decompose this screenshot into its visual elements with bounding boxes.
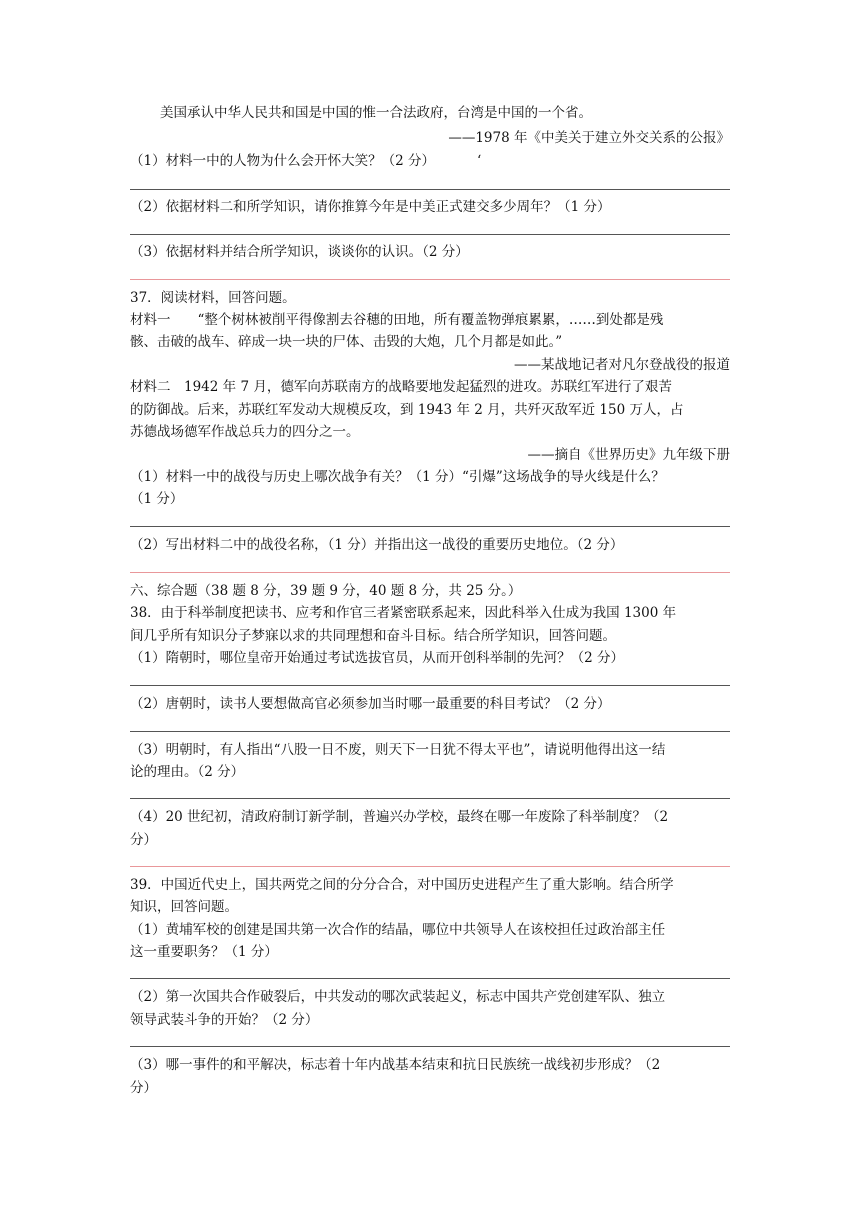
text-line: （1）材料一中的人物为什么会开怀大笑？（2 分）: [130, 153, 435, 169]
text-line: 六、综合题（38 题 8 分，39 题 9 分，40 题 8 分，共 25 分。）: [130, 583, 522, 599]
text-line: 分）: [130, 832, 157, 848]
text-line: （3）明朝时，有人指出“八股一日不废，则天下一日犹不得太平也”，请说明他得出这一结: [130, 742, 666, 758]
text-line: （1）材料一中的战役与历史上哪次战争有关？（1 分）“引爆”这场战争的导火线是什么？: [130, 469, 665, 485]
text-line: 论的理由。（2 分）: [130, 764, 245, 780]
text-line: 分）: [130, 1080, 157, 1096]
text-line: （4）20 世纪初，清政府制订新学制，普遍兴办学校，最终在哪一年废除了科举制度？（2: [130, 809, 669, 825]
text-line: （2）依据材料二和所学知识，请你推算今年是中美正式建交多少周年？（1 分）: [130, 199, 611, 215]
section-divider: [130, 279, 730, 280]
text-line: ——摘自《世界历史》九年级下册: [527, 447, 730, 463]
answer-line: [130, 189, 730, 190]
text-line: （2）写出材料二中的战役名称，（1 分）并指出这一战役的重要历史地位。（2 分）: [130, 537, 624, 553]
text-line: ‘: [477, 153, 482, 169]
text-line: 材料一 “整个树林被削平得像割去谷穗的田地，所有覆盖物弹痕累累，……到处都是残: [130, 312, 664, 328]
text-line: 苏德战场德军作战总兵力的四分之一。: [130, 424, 360, 440]
answer-line: [130, 234, 730, 235]
answer-line: [130, 978, 730, 979]
text-line: 知识，回答问题。: [130, 899, 238, 915]
text-line: ——某战地记者对凡尔登战役的报道: [514, 357, 730, 373]
answer-line: [130, 685, 730, 686]
answer-line: [130, 526, 730, 527]
text-line: 的防御战。后来，苏联红军发动大规模反攻，到 1943 年 2 月，共歼灭敌军近 150 万人，占: [130, 402, 684, 418]
text-line: 38．由于科举制度把读书、应考和作官三者紧密联系起来，因此科举入仕成为我国 1300 年: [130, 605, 677, 621]
text-line: （3）依据材料并结合所学知识，谈谈你的认识。（2 分）: [130, 244, 469, 260]
text-line: （2）唐朝时，读书人要想做高官必须参加当时哪一最重要的科目考试？（2 分）: [130, 696, 611, 712]
text-line: 这一重要职务？（1 分）: [130, 944, 278, 960]
text-line: 美国承认中华人民共和国是中国的惟一合法政府，台湾是中国的一个省。: [160, 105, 592, 121]
text-line: 骸、击破的战车、碎成一块一块的尸体、击毁的大炮，几个月都是如此。”: [130, 334, 563, 350]
text-line: 间几乎所有知识分子梦寐以求的共同理想和奋斗目标。结合所学知识，回答问题。: [130, 628, 616, 644]
answer-line: [130, 798, 730, 799]
text-line: 39．中国近代史上，国共两党之间的分分合合，对中国历史进程产生了重大影响。结合所学: [130, 877, 674, 893]
section-divider: [130, 866, 730, 867]
section-divider: [130, 572, 730, 573]
answer-line: [130, 731, 730, 732]
text-line: （1）黄埔军校的创建是国共第一次合作的结晶，哪位中共领导人在该校担任过政治部主任: [130, 922, 666, 938]
text-line: （3）哪一事件的和平解决，标志着十年内战基本结束和抗日民族统一战线初步形成？（2: [130, 1057, 661, 1073]
text-line: 领导武装斗争的开始？（2 分）: [130, 1012, 319, 1028]
text-line: 材料二 1942 年 7 月，德军向苏联南方的战略要地发起猛烈的进攻。苏联红军进行了艰苦: [130, 379, 672, 395]
text-line: 37．阅读材料，回答问题。: [130, 290, 296, 306]
text-line: （1 分）: [130, 491, 184, 507]
text-line: （1）隋朝时，哪位皇帝开始通过考试选拔官员，从而开创科举制的先河？（2 分）: [130, 650, 624, 666]
text-line: （2）第一次国共合作破裂后，中共发动的哪次武装起义，标志中国共产党创建军队、独立: [130, 989, 666, 1005]
answer-line: [130, 1046, 730, 1047]
text-line: ——1978 年《中美关于建立外交关系的公报》: [448, 130, 730, 146]
